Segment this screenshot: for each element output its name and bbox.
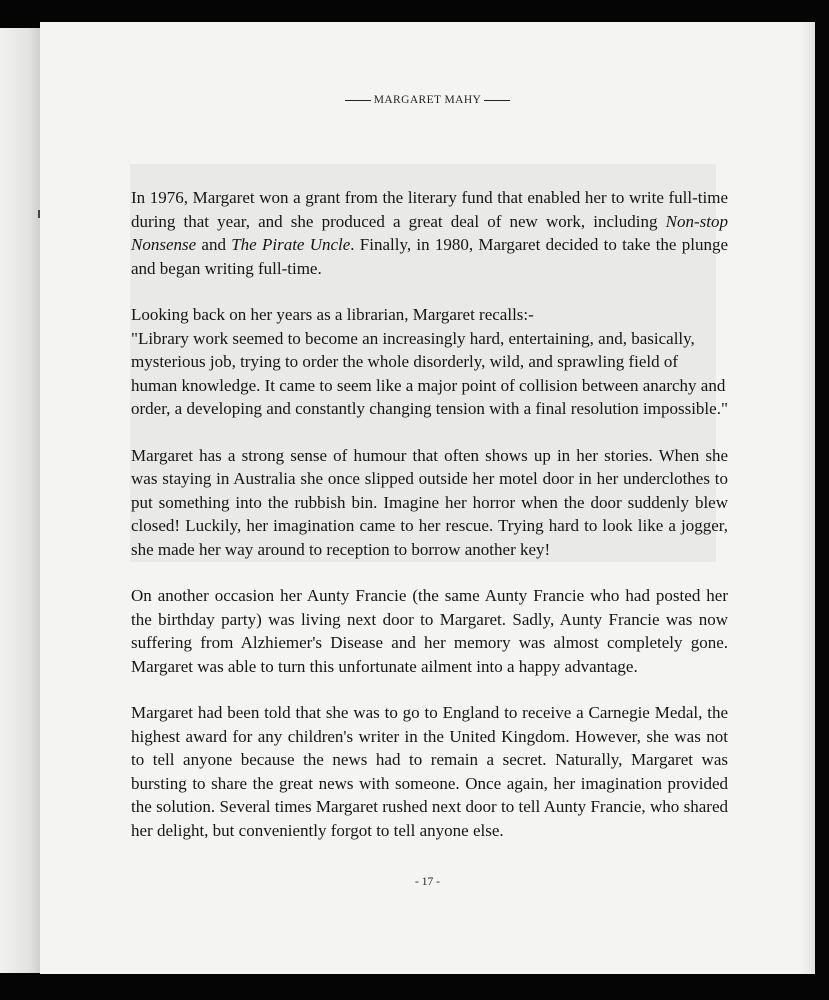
librarian-intro: Looking back on her years as a librarian, Margaret recalls:-: [131, 305, 534, 324]
librarian-quote: "Library work seemed to become an increasingly hard, entertaining, and, basically, mysterious job, trying to order the whole disorderly, wild, and sprawling field of human knowledge. It came to seem like a major point of collision between anarchy and order, a developing and constantly changing tension with a final resolution impossible.": [131, 328, 728, 418]
paragraph-humour: Margaret has a strong sense of humour that often shows up in her stories. When she was staying in Australia she once slipped outside her motel door in her underclothes to put something into the rubbish bin. Imagine her horror when the door suddenly blew closed! Luckily, her imagination came to her rescue. Trying hard to look like a jogger, she made her way around to reception to borrow another key!: [131, 445, 728, 559]
running-head-rule-right: [484, 100, 510, 101]
running-head-text: MARGARET MAHY: [373, 94, 482, 106]
running-head: [40, 94, 815, 106]
page-number: - 17 -: [415, 876, 440, 888]
paragraph-carnegie-medal: Margaret had been told that she was to go to England to receive a Carnegie Medal, the highest award for any children's writer in the United Kingdom. However, she was not to tell anyone because the news had to remain a secret. Naturally, Margaret was bursting to share the great news with someone. Once again, her imagination provided the solution. Several times Margaret rushed next door to tell Aunty Francie, who shared her delight, but conveniently forgot to tell anyone else.: [131, 703, 728, 840]
page-edge-shadow: [801, 22, 815, 974]
paragraph-librarian: [131, 303, 728, 421]
binding-spine: [0, 28, 40, 973]
book-title-the-pirate-uncle: The Pirate Uncle: [231, 235, 351, 254]
grant-text-2: and: [196, 235, 232, 254]
paragraph-aunty-francie: On another occasion her Aunty Francie (the same Aunty Francie who had posted her the birthday party) was living next door to Margaret. Sadly, Aunty Francie was now suffering from Alzhiemer's Disease and her memory was almost completely gone. Margaret was able to turn this unfortunate ailment into a happy advantage.: [131, 586, 728, 676]
grant-text-3: . Finally, in 1980, Margaret decided to take the plunge and began writing full-time.: [131, 235, 728, 278]
book-page: [40, 22, 815, 974]
book-title-non-stop-nonsense: Non-stop Nonsense: [131, 211, 728, 254]
body-text: [131, 186, 728, 865]
grant-text-1: In 1976, Margaret won a grant from the literary fund that enabled her to write full-time during that year, and she produced a great deal of new work, including: [131, 188, 728, 231]
paragraph-grant: [131, 186, 728, 280]
running-head-rule-left: [345, 100, 371, 101]
